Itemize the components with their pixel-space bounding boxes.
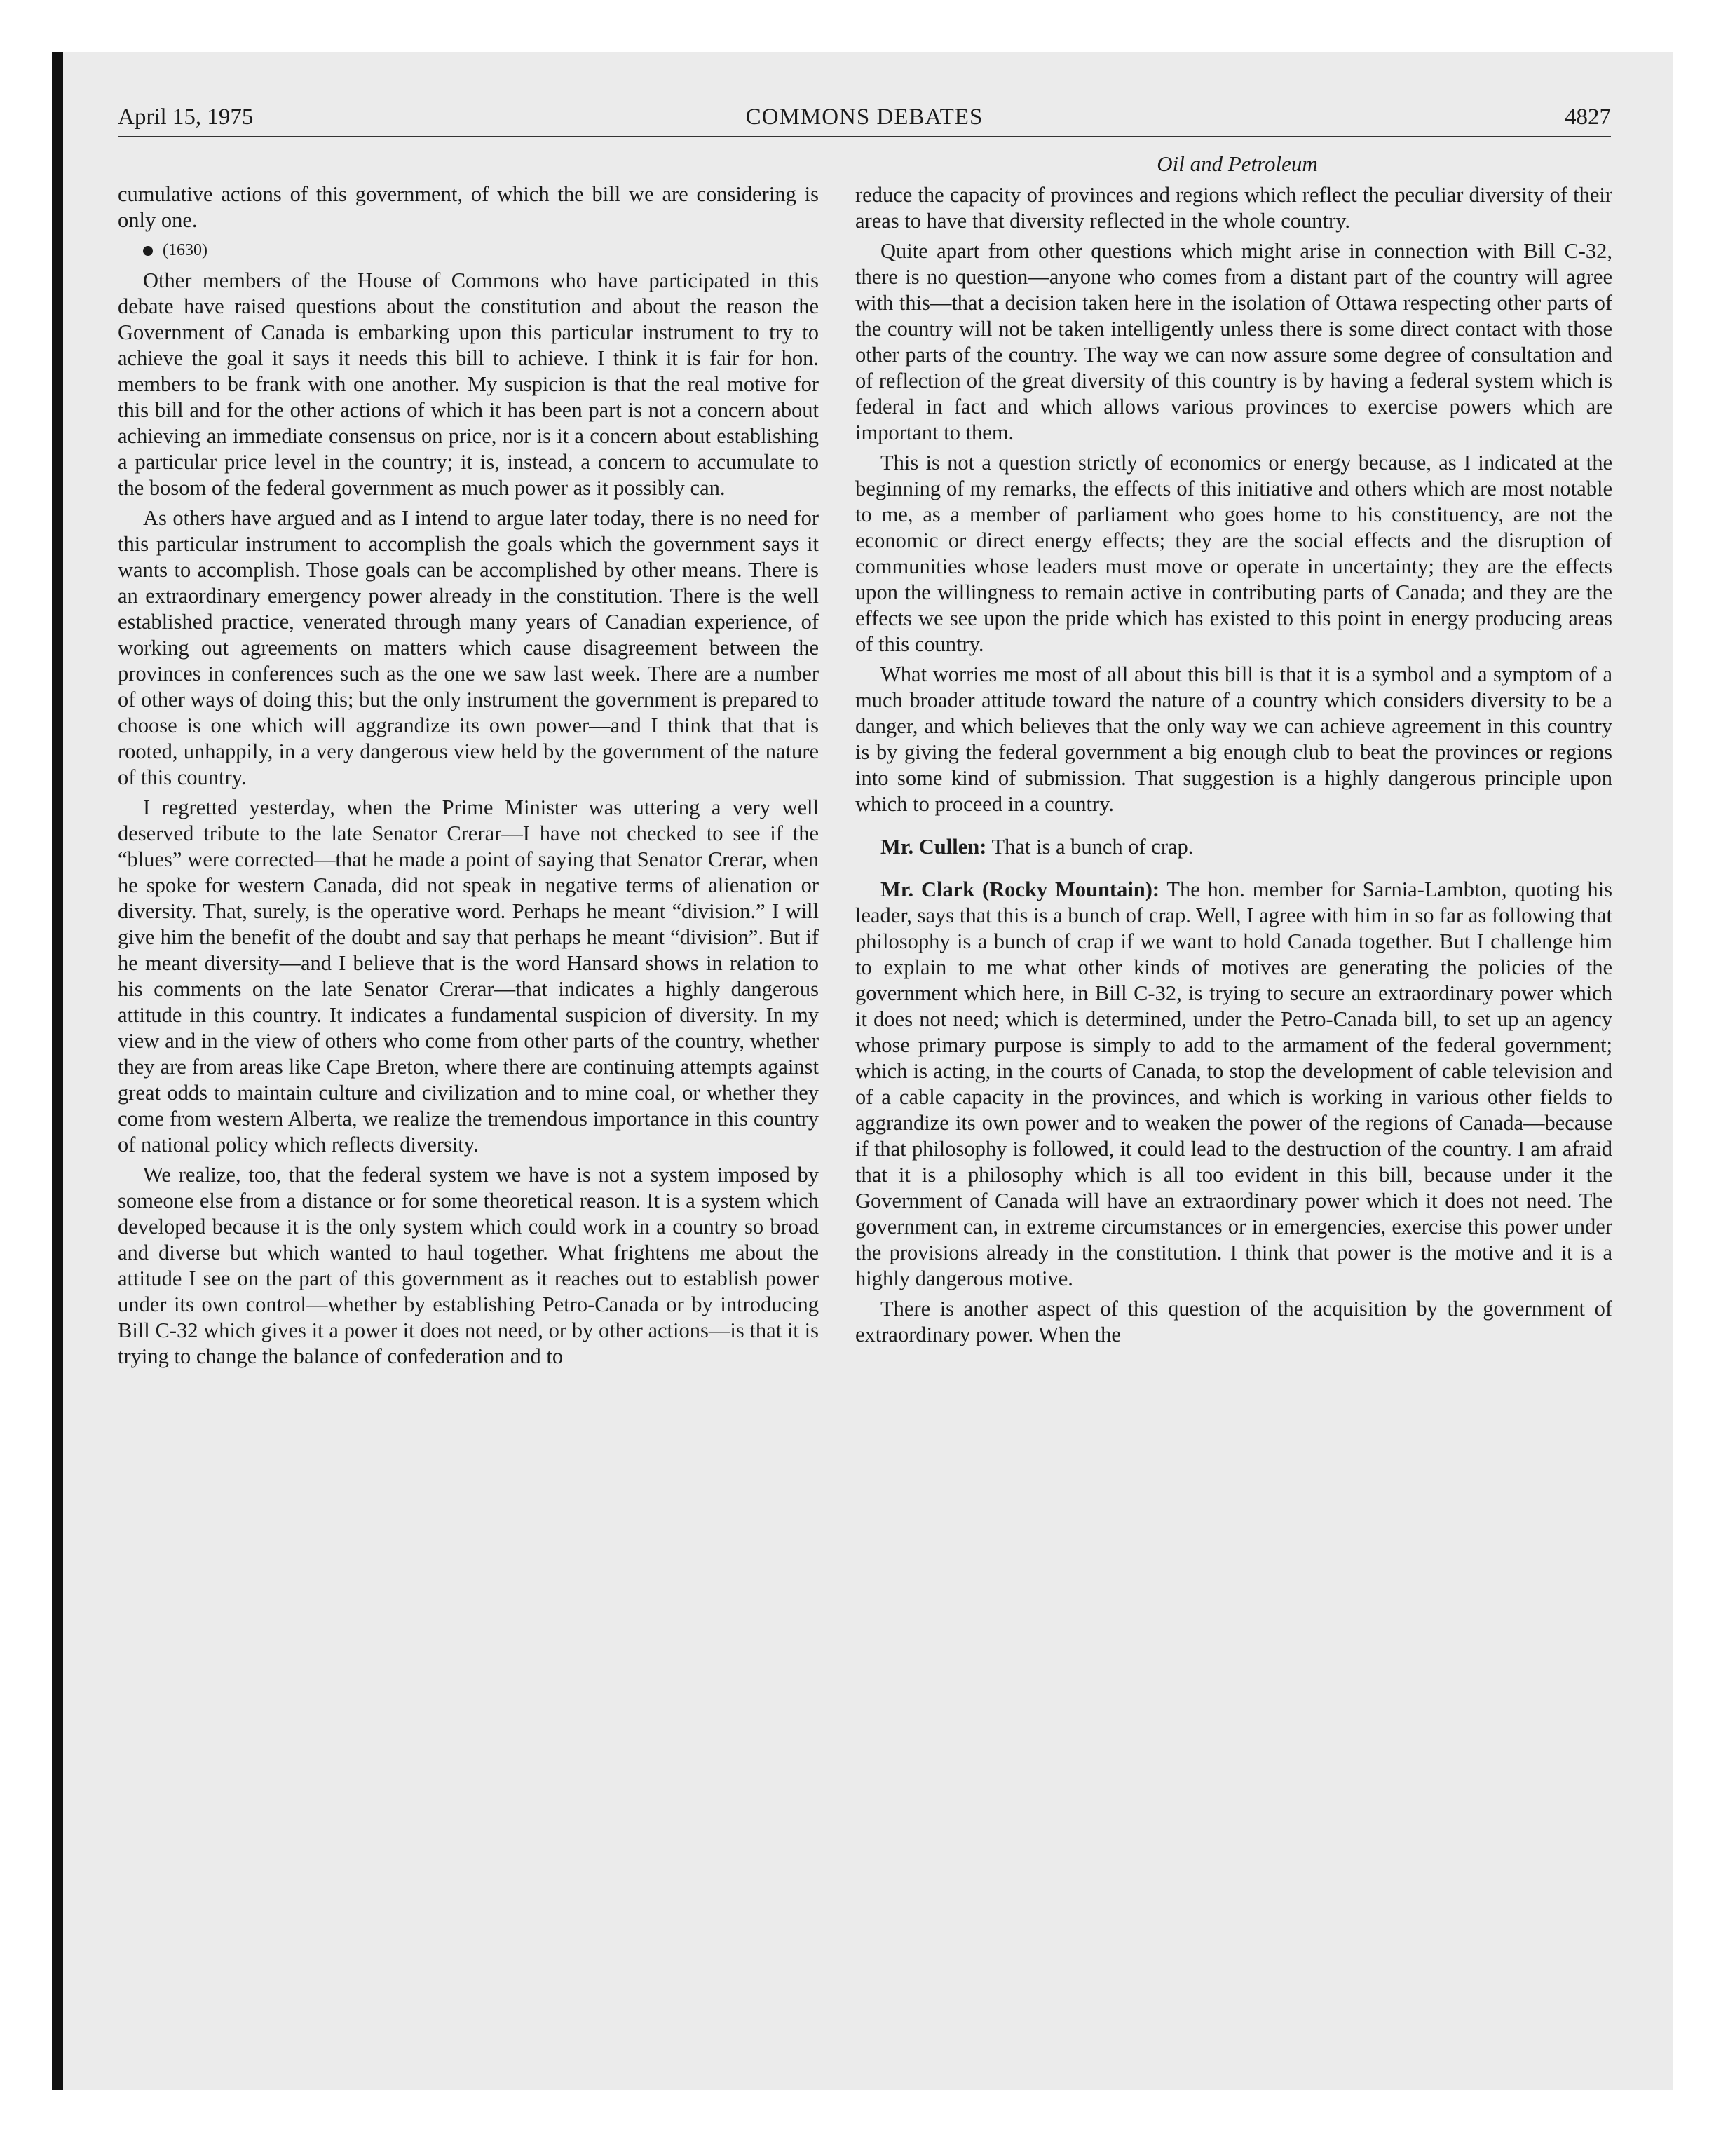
left-column <box>118 182 819 1374</box>
header-date: April 15, 1975 <box>118 104 254 130</box>
left-paragraph-4: We realize, too, that the federal system we have is not a system imposed by someone else from a distance or for some theoretical reason. It is a system which developed because it is the only system which could work in a country so broad and diverse but which wanted to haul together. What frightens me about the attitude I see on the part of this government as it reaches out to establish power under its own control—whether by establishing Petro-Canada or by introducing Bill C-32 which gives it a power it does not need, or by other actions—is that it is trying to change the balance of confederation and to <box>118 1163 819 1368</box>
speech-cullen <box>855 834 1612 860</box>
speech-text: That is a bunch of crap. <box>991 835 1194 859</box>
speaker-name: Mr. Clark (Rocky Mountain): <box>880 878 1160 901</box>
scan-black-edge <box>52 52 63 2090</box>
right-paragraph-3: What worries me most of all about this bill is that it is a symbol and a symptom of a much broader attitude toward the nature of a country which considers diversity to be a danger, and which believes that the only way we can achieve agreement in this country is by giving the federal government a big enough club to beat the provinces or regions into some kind of submission. That suggestion is a highly dangerous principle upon which to proceed in a country. <box>855 662 1612 816</box>
header-title: COMMONS DEBATES <box>745 104 984 130</box>
spacer <box>855 864 1612 877</box>
spacer <box>855 821 1612 834</box>
right-paragraph-1: Quite apart from other questions which might arise in connection with Bill C-32, there is no question—anyone who comes from a distant part of the country will agree with this—that a decision taken here in the isolation of Ottawa respecting other parts of the country will not be taken intelligently unless there is some direct contact with those other parts of the country. The way we can now assure some degree of consultation and of reflection of the great diversity of this country is by having a federal system which is federal in fact and which allows various provinces to exercise powers which are important to them. <box>855 239 1612 444</box>
right-paragraph-2: This is not a question strictly of economics or energy because, as I indicated at the beginning of my remarks, the effects of this initiative and others which are most notable to me, as a member of parliament who goes home to his constituency, are not the economic or direct energy effects; they are the social effects and the disruption of communities whose leaders must move or operate in uncertainty; they are the effects upon the willingness to remain active in contributing parts of Canada; and they are the effects we see upon the pride which has existed to this point in energy producing areas of this country. <box>855 451 1612 656</box>
speech-text: The hon. member for Sarnia-Lambton, quoting his leader, says that this is a bunch of crap. Well, I agree with him in so far as following that philosophy is a bunch of crap if we want to hold Canada together. But I challenge him to explain to me what other kinds of motives are generating the policies of the government which here, in Bill C-32, is trying to secure an extraordinary power which it does not need; which is determined, under the Petro-Canada bill, to set up an agency whose primary purpose is simply to add to the armament of the federal government; which is acting, in the courts of Canada, to stop the development of cable television and of a cable capacity in the provinces, and which is working in various other fields to aggrandize its own power and to weaken the power of the regions of Canada—because if that philosophy is followed, it could lead to the destruction of the country. I am afraid that it is a philosophy which is all too evident in this bill, because under it the Government of Canada will have an extraordinary power which it does not need. The government can, in extreme circumstances or in emergencies, exercise this power under the provisions already in the constitution. I think that power is the motive and it is a highly dangerous motive. <box>855 878 1612 1290</box>
bullet-dot-icon <box>143 246 153 256</box>
left-paragraph-2: As others have argued and as I intend to argue later today, there is no need for this particular instrument to accomplish the goals which the government says it wants to accomplish. Those goals can be accomplished by other means. There is an extraordinary emergency power already in the constitution. There is the well established practice, venerated through many years of Canadian experience, of working out agreements on matters which cause disagreement between the provinces in conferences such as the one we saw last week. There are a number of other ways of doing this; but the only instrument the government is prepared to choose is one which will aggrandize its own power—and I think that that is rooted, unhappily, in a very dangerous view held by the government of the nature of this country. <box>118 506 819 789</box>
time-marker <box>118 238 819 264</box>
page-header <box>118 98 1611 137</box>
section-title: Oil and Petroleum <box>1157 151 1318 176</box>
header-page-number: 4827 <box>1565 104 1611 130</box>
right-column <box>855 182 1612 1352</box>
time-marker-text: (1630) <box>163 241 207 259</box>
left-paragraph-1: Other members of the House of Commons who have participated in this debate have raised questions about the constitution and about the reason the Government of Canada is embarking upon this particular instrument to try to achieve the goal it says it needs this bill to achieve. I think it is fair for hon. members to be frank with one another. My suspicion is that the real motive for this bill and for the other actions of which it has been part is not a concern about achieving an immediate consensus on price, nor is it a concern about establishing a particular price level in the country; it is, instead, a concern to accumulate to the bosom of the federal government as much power as it possibly can. <box>118 268 819 500</box>
left-paragraph-0: cumulative actions of this government, of which the bill we are considering is only one. <box>118 182 819 232</box>
left-paragraph-3: I regretted yesterday, when the Prime Minister was uttering a very well deserved tribute to the late Senator Crerar—I have not checked to see if the “blues” were corrected—that he made a point of saying that Senator Crerar, when he spoke for western Canada, did not speak in negative terms of alienation or diversity. That, surely, is the operative word. Perhaps he meant “division.” I will give him the benefit of the doubt and say that perhaps he meant “division”. But if he meant diversity—and I believe that is the word Hansard shows in relation to his comments on the late Senator Crerar—that indicates a highly dangerous attitude in this country. It indicates a fundamental suspicion of diversity. In my view and in the view of others who come from other parts of the country, whether they are from areas like Cape Breton, where there are continuing attempts against great odds to maintain culture and civilization and to mine coal, or whether they come from western Alberta, we realize the tremendous importance in this country of national policy which reflects diversity. <box>118 796 819 1157</box>
right-paragraph-4: There is another aspect of this question of the acquisition by the government of extraordinary power. When the <box>855 1297 1612 1346</box>
speech-clark <box>855 877 1612 1292</box>
right-paragraph-0: reduce the capacity of provinces and regions which reflect the peculiar diversity of their areas to have that diversity reflected in the whole country. <box>855 183 1612 233</box>
speaker-name: Mr. Cullen: <box>880 835 987 859</box>
